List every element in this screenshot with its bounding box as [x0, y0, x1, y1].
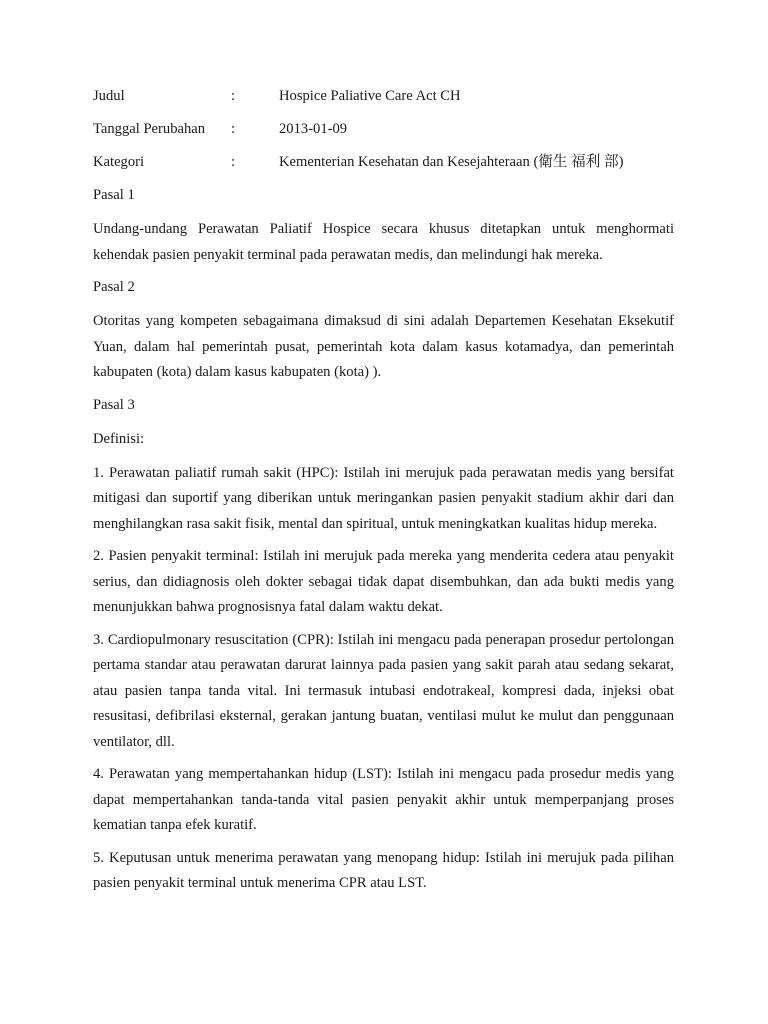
document-page	[93, 84, 674, 904]
meta-key: Judul	[93, 88, 125, 104]
definition-item-2: 2. Pasien penyakit terminal: Istilah ini merujuk pada mereka yang menderita cedera atau penyakit serius, dan didiagnosis oleh dokter sebagai tidak dapat disembuhkan, dan ada bukti medis yang menunjukkan bahwa prognosisnya fatal dalam waktu dekat.	[93, 548, 674, 615]
meta-row-judul	[93, 84, 674, 117]
meta-colon: :	[231, 154, 236, 170]
meta-value: 2013-01-09	[279, 121, 348, 137]
pasal-3-heading: Pasal 3	[93, 396, 135, 413]
meta-colon: :	[231, 88, 236, 104]
meta-colon: :	[231, 121, 236, 137]
pasal-2-text: Otoritas yang kompeten sebagaimana dimaksud di sini adalah Departemen Kesehatan Eksekutif Yuan, dalam hal pemerintah pusat, pemerintah kota dalam kasus kotamadya, dan pemerintah kabupaten (kota) dalam kasus kabupaten (kota) ).	[93, 313, 674, 380]
meta-key: Tanggal Perubahan	[93, 121, 206, 137]
meta-key: Kategori	[93, 154, 145, 170]
pasal-1-heading: Pasal 1	[93, 187, 135, 203]
pasal-2-heading: Pasal 2	[93, 279, 135, 295]
definition-item-3: 3. Cardiopulmonary resuscitation (CPR): Istilah ini mengacu pada penerapan prosedur pertolongan pertama standar atau perawatan darurat lainnya pada pasien yang sakit parah atau sedang sekarat, atau pasien tanpa tanda vital. Ini termasuk intubasi endotrakeal, kompresi dada, injeksi obat resusitasi, defibrilasi eksternal, gerakan jantung buatan, ventilasi mulut ke mulut dan penggunaan ventilator, dll.	[93, 631, 674, 750]
definition-item-1: 1. Perawatan paliatif rumah sakit (HPC): Istilah ini merujuk pada perawatan medis yang bersifat mitigasi dan suportif yang diberikan untuk meringankan pasien penyakit stadium akhir dari dan menghilangkan rasa sakit fisik, mental dan spiritual, untuk meningkatkan kualitas hidup mereka.	[93, 464, 674, 532]
meta-row-tanggal	[93, 117, 674, 150]
meta-value: Kementerian Kesehatan dan Kesejahteraan (衛生 福利 部)	[279, 154, 624, 170]
meta-row-kategori	[93, 150, 674, 183]
definisi-label: Definisi:	[93, 430, 145, 447]
definition-item-4: 4. Perawatan yang mempertahankan hidup (LST): Istilah ini mengacu pada prosedur medis yang dapat mempertahankan tanda-tanda vital pasien penyakit akhir untuk memperpanjang proses kematian tanpa efek kuratif.	[93, 766, 674, 833]
pasal-1-text: Undang-undang Perawatan Paliatif Hospice secara khusus ditetapkan untuk menghormati kehendak pasien penyakit terminal pada perawatan medis, dan melindungi hak mereka.	[93, 221, 674, 263]
meta-value: Hospice Paliative Care Act CH	[279, 88, 461, 104]
definition-item-5: 5. Keputusan untuk menerima perawatan yang menopang hidup: Istilah ini merujuk pada pilihan pasien penyakit terminal untuk menerima CPR atau LST.	[93, 849, 674, 891]
